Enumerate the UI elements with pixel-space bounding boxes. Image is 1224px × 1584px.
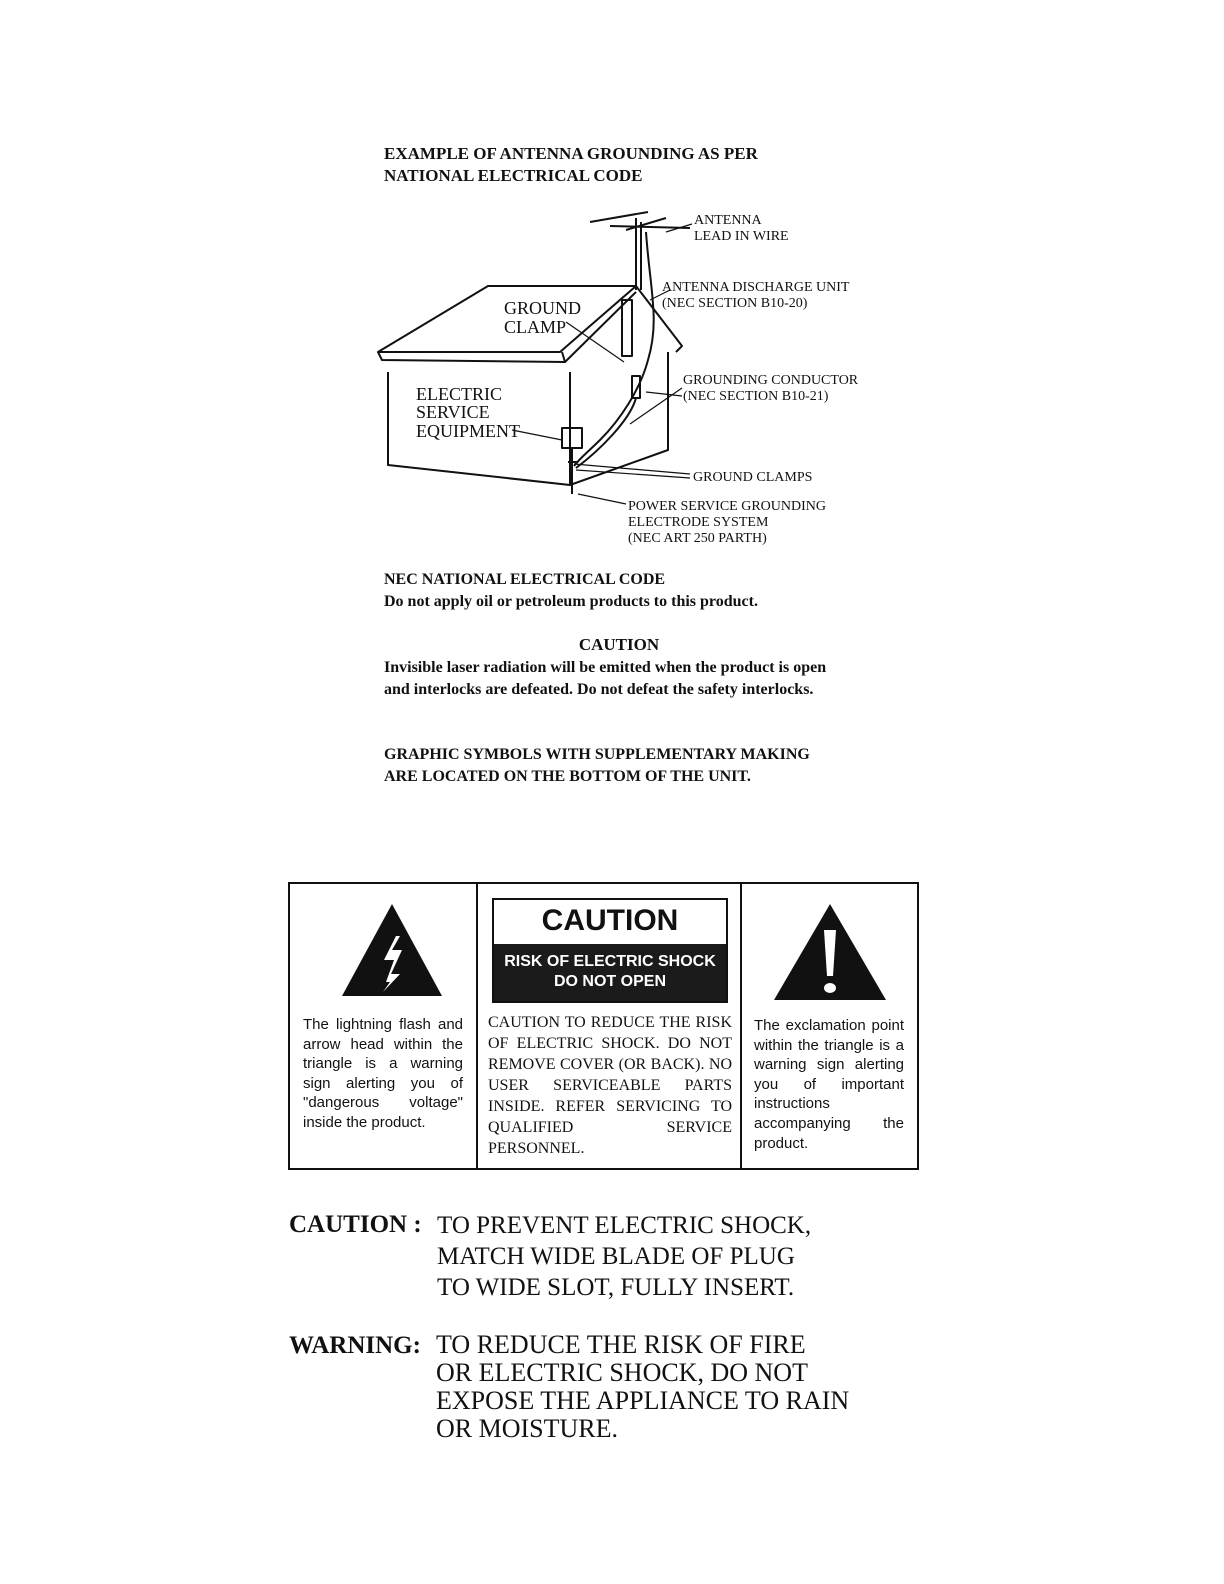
antenna-grounding-diagram — [0, 0, 1224, 560]
warning-symbols-panel — [288, 882, 919, 1170]
nec-note — [384, 569, 864, 613]
label-ground-clamps: GROUND CLAMPS — [693, 470, 813, 485]
label-conductor-nec: (NEC SECTION B10-21) — [683, 389, 829, 404]
title-line-1: EXAMPLE OF ANTENNA GROUNDING AS PER — [384, 144, 758, 163]
label-lead-in-wire: LEAD IN WIRE — [694, 229, 789, 244]
caution-plug-text: TO PREVENT ELECTRIC SHOCK, MATCH WIDE BLADE OF PLUG TO WIDE SLOT, FULLY INSERT. — [437, 1212, 812, 1301]
title-line-2: NATIONAL ELECTRICAL CODE — [384, 166, 643, 185]
graphic-symbols-note — [384, 744, 874, 788]
service-box — [562, 428, 582, 448]
panel-divider-right — [740, 884, 742, 1168]
graphic-line-1: GRAPHIC SYMBOLS WITH SUPPLEMENTARY MAKING — [384, 746, 810, 763]
antenna-element — [590, 212, 648, 222]
panel-divider-left — [476, 884, 478, 1168]
caution-heading: CAUTION — [578, 635, 660, 654]
warning-label: WARNING: — [289, 1332, 421, 1359]
label-power-service: POWER SERVICE GROUNDING — [628, 499, 826, 514]
risk-line-1: RISK OF ELECTRIC SHOCK — [504, 953, 716, 970]
discharge-unit — [622, 300, 632, 356]
risk-line-2: DO NOT OPEN — [553, 973, 666, 990]
label-service: SERVICE — [416, 402, 490, 422]
exclamation-warning-icon — [772, 902, 888, 1002]
label-grounding-conductor: GROUNDING CONDUCTOR — [683, 373, 859, 388]
oil-warning-line: Do not apply oil or petroleum products to this product. — [384, 593, 758, 610]
label-discharge-nec: (NEC SECTION B10-20) — [662, 296, 808, 311]
label-electric: ELECTRIC — [416, 384, 502, 404]
risk-band — [494, 944, 726, 1001]
lightning-description: The lightning flash and arrow head within the triangle is a warning sign alerting you of "dangerous voltage" inside the product. — [303, 1016, 463, 1131]
lightning-warning-icon — [340, 902, 444, 998]
caution-label-box — [492, 898, 728, 1003]
label-nec-art: (NEC ART 250 PARTH) — [628, 531, 767, 546]
label-equipment: EQUIPMENT — [416, 421, 520, 441]
label-antenna: ANTENNA — [694, 213, 762, 228]
caution-plug-label: CAUTION : — [289, 1211, 422, 1238]
graphic-line-2: ARE LOCATED ON THE BOTTOM OF THE UNIT. — [384, 768, 751, 785]
label-ground: GROUND — [504, 298, 582, 318]
nec-code-line: NEC NATIONAL ELECTRICAL CODE — [384, 571, 666, 588]
label-electrode-system: ELECTRODE SYSTEM — [628, 515, 769, 530]
caution-description: CAUTION TO REDUCE THE RISK OF ELECTRIC SHOCK. DO NOT REMOVE COVER (OR BACK). NO USER SERVICEABLE PARTS INSIDE. REFER SERVICING TO QUALIFIED SERVICE PERSONNEL. — [488, 1014, 732, 1157]
exclamation-description: The exclamation point within the triangle is a warning sign alerting you of important instructions accompanying the product. — [754, 1017, 904, 1152]
warning-text: TO REDUCE THE RISK OF FIRE OR ELECTRIC SHOCK, DO NOT EXPOSE THE APPLIANCE TO RAIN OR MOISTURE. — [436, 1330, 850, 1443]
label-discharge-unit: ANTENNA DISCHARGE UNIT — [662, 280, 850, 295]
roof-eave — [378, 352, 565, 362]
laser-warning: Invisible laser radiation will be emitted when the product is open and interlocks are defeated. Do not defeat the safety interlocks. — [384, 659, 827, 698]
caution-box-title: CAUTION — [541, 904, 679, 937]
label-clamp: CLAMP — [504, 317, 567, 337]
